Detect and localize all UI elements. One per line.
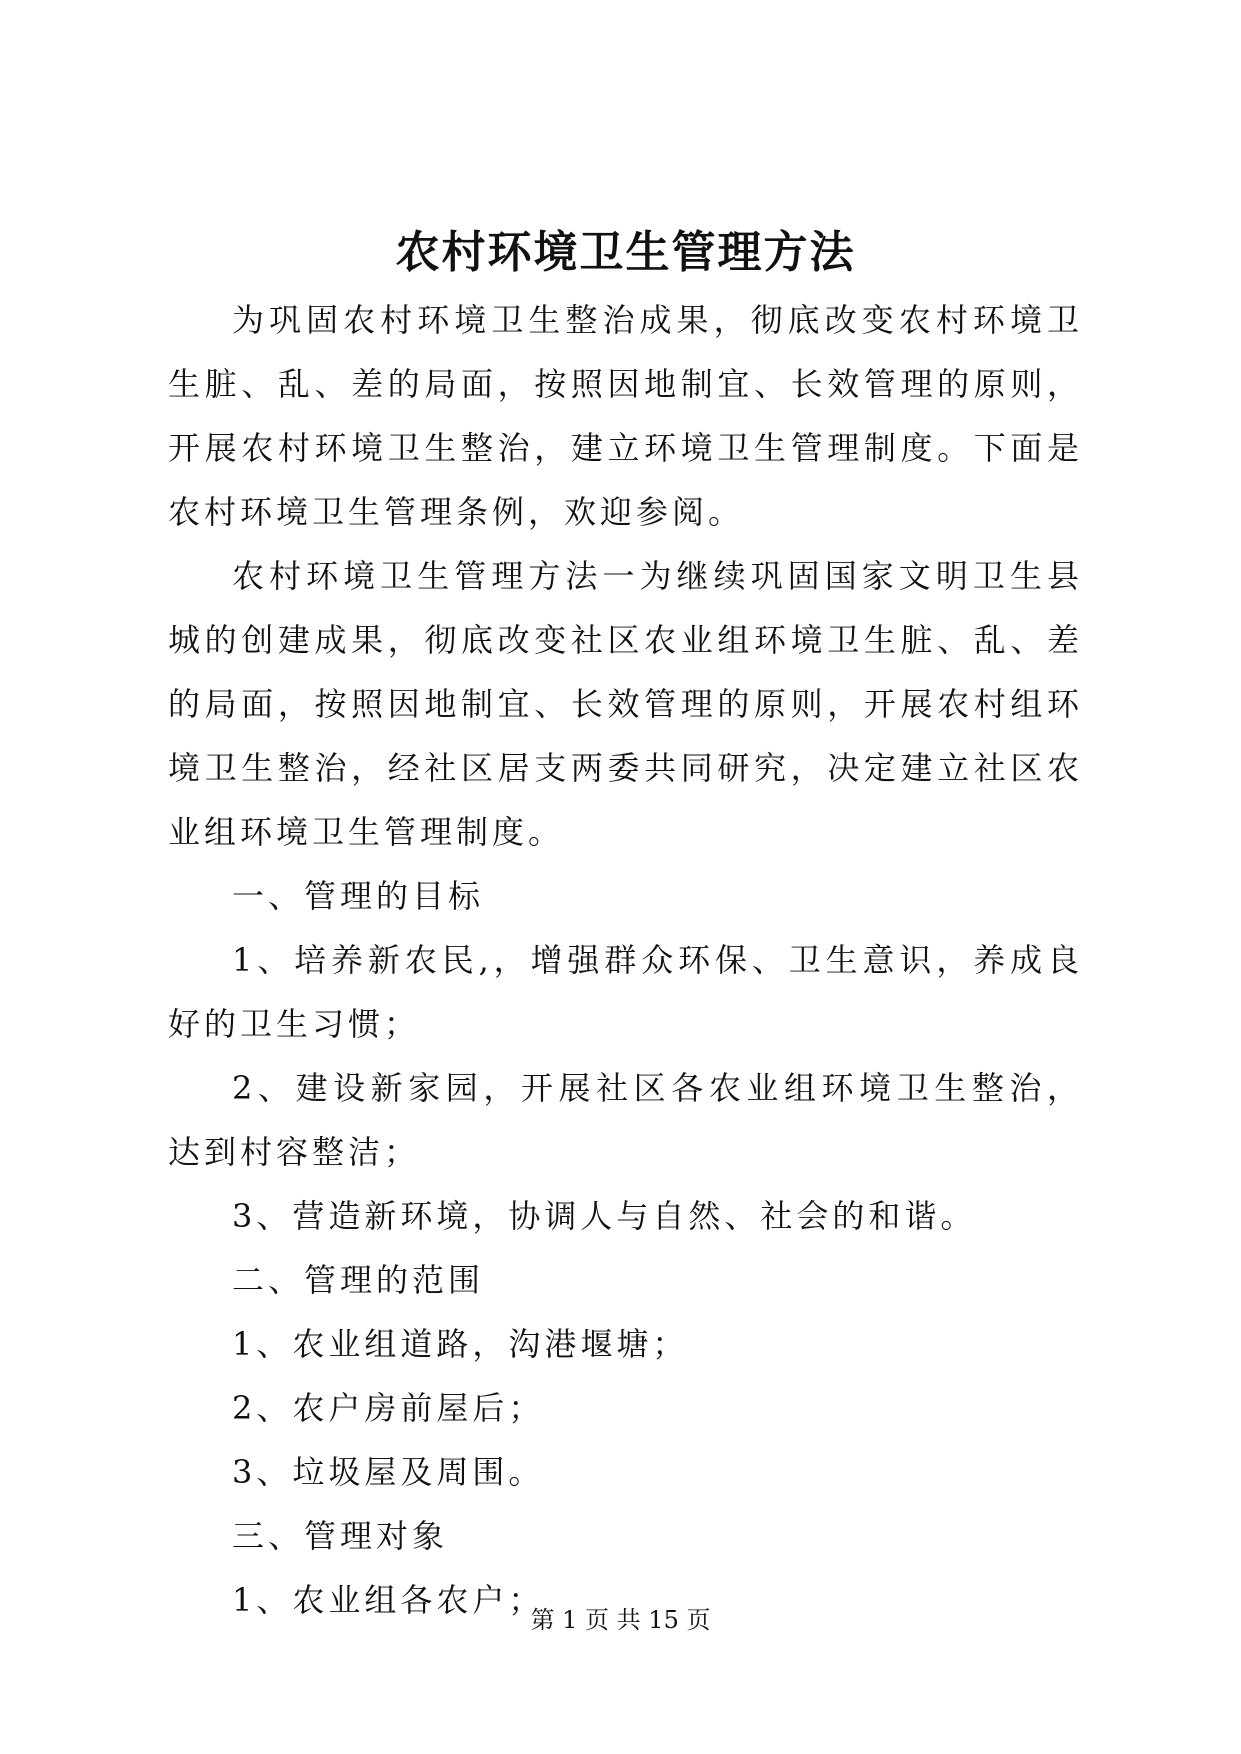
scope-item-3: 3、垃圾屋及周围。	[232, 1453, 545, 1491]
scope-item-1: 1、农业组道路，沟港堰塘；	[232, 1325, 689, 1363]
document-body	[168, 218, 1083, 1632]
target-item-1: 1、农业组各农户；	[232, 1581, 545, 1619]
section-heading-targets: 三、管理对象	[232, 1517, 449, 1555]
goal-item-2: 2、建设新家园，开展社区各农业组环境卫生整治，达到村容整洁；	[168, 1069, 1083, 1171]
goal-item-1: 1、培养新农民,，增强群众环保、卫生意识，养成良好的卫生习惯；	[168, 941, 1083, 1043]
method-one-paragraph: 农村环境卫生管理方法一为继续巩固国家文明卫生县城的创建成果，彻底改变社区农业组环境卫生脏、乱、差的局面，按照因地制宜、长效管理的原则，开展农村组环境卫生整治，经社区居支两委共同研究，决定建立社区农业组环境卫生管理制度。	[168, 557, 1083, 851]
scope-item-2: 2、农户房前屋后；	[232, 1389, 545, 1427]
goal-item-3: 3、营造新环境，协调人与自然、社会的和谐。	[232, 1197, 977, 1235]
section-heading-goals: 一、管理的目标	[232, 877, 485, 915]
document-title: 农村环境卫生管理方法	[395, 227, 856, 278]
intro-paragraph: 为巩固农村环境卫生整治成果，彻底改变农村环境卫生脏、乱、差的局面，按照因地制宜、长效管理的原则，开展农村环境卫生整治，建立环境卫生管理制度。下面是农村环境卫生管理条例，欢迎参阅。	[168, 301, 1083, 531]
page-number-footer: 第 1 页 共 15 页	[530, 1606, 711, 1634]
section-heading-scope: 二、管理的范围	[232, 1261, 485, 1299]
